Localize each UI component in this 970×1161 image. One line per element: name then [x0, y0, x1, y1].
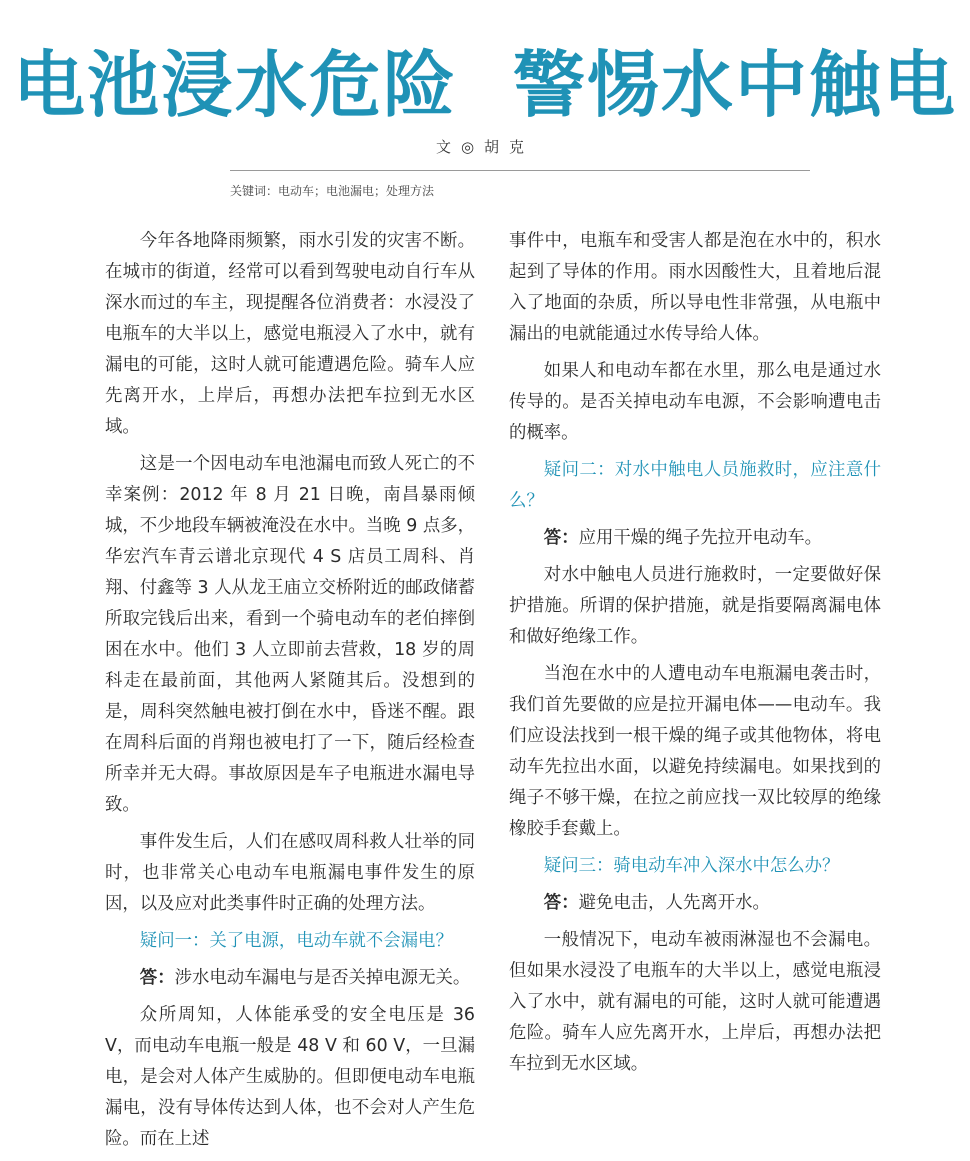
answer-1-label: 答： [139, 968, 175, 988]
question-1-heading: 疑问一：关了电源，电动车就不会漏电？ [139, 931, 453, 951]
byline: 文◎胡克 [435, 138, 535, 156]
paragraph-continuation: 事件中，电瓶车和受害人都是泡在水中的，积水起到了导体的作用。雨水因酸性大，且着地后混入了地面的杂质，所以导电性非常强，从电瓶中漏出的电就能通过水传导给人体。 [509, 231, 881, 344]
answer-2-text: 应用干燥的绳子先拉开电动车。 [578, 528, 823, 548]
answer-2-label: 答： [543, 528, 579, 548]
paragraph-case: 这是一个因电动车电池漏电而致人死亡的不幸案例：2012 年 8 月 21 日晚，南昌暴雨倾城，不少地段车辆被淹没在水中。当晚 9 点多，华宏汽车青云谱北京现代 4 S 店员工周科、肖翔、付鑫等 3 人从龙王庙立交桥附近的邮政储蓄所取完钱后出来，看到一个骑电动车的老伯摔倒困在水中。他们 3 人立即前去营救，18 岁的周科走在最前面，其他两人紧随其后。没想到的是，周科突然触电被打倒在水中，昏迷不醒。跟在周科后面的肖翔也被电打了一下，随后经检查所幸并无大碍。事故原因是车子电瓶进水漏电导致。 [105, 454, 475, 815]
paragraph-aftermath: 事件发生后，人们在感叹周科救人壮举的同时，也非常关心电动车电瓶漏电事件发生的原因，以及应对此类事件时正确的处理方法。 [105, 832, 475, 914]
answer-3-label: 答： [543, 893, 579, 913]
paragraph-intro: 今年各地降雨频繁，雨水引发的灾害不断。在城市的街道，经常可以看到驾驶电动自行车从深水而过的车主，现提醒各位消费者：水浸没了电瓶车的大半以上，感觉电瓶浸入了水中，就有漏电的可能，这时人就可能遭遇危险。骑车人应先离开水，上岸后，再想办法把车拉到无水区域。 [105, 231, 475, 437]
paragraph-q3-body: 一般情况下，电动车被雨淋湿也不会漏电。但如果水浸没了电瓶车的大半以上，感觉电瓶浸入了水中，就有漏电的可能，这时人就可能遭遇危险。骑车人应先离开水，上岸后，再想办法把车拉到无水区域。 [509, 930, 881, 1074]
answer-1 [105, 963, 475, 994]
answer-1-text: 涉水电动车漏电与是否关掉电源无关。 [174, 968, 471, 988]
question-2-heading: 疑问二：对水中触电人员施救时，应注意什么？ [509, 460, 881, 511]
keywords: 关键词：电动车；电池漏电；处理方法 [230, 184, 435, 198]
paragraph-q2-body-2: 当泡在水中的人遭电动车电瓶漏电袭击时，我们首先要做的应是拉开漏电体——电动车。我们应设法找到一根干燥的绳子或其他物体，将电动车先拉出水面，以避免持续漏电。如果找到的绳子不够干燥，在拉之前应找一双比较厚的绝缘橡胶手套戴上。 [509, 664, 881, 839]
divider [230, 170, 810, 171]
answer-3-text: 避免电击，人先离开水。 [578, 893, 770, 913]
paragraph-q1-body: 众所周知，人体能承受的安全电压是 36 V，而电动车电瓶一般是 48 V 和 60 V，一旦漏电，是会对人体产生威胁的。但即便电动车电瓶漏电，没有导体传达到人体，也不会对人产生危险。而在上述 [105, 1005, 475, 1149]
title-part-1: 电池浸水危险 [12, 43, 457, 127]
answer-3 [509, 888, 881, 919]
left-column [105, 226, 475, 1161]
title-part-2: 警惕水中触电 [513, 43, 958, 127]
answer-2 [509, 523, 881, 554]
question-3-heading: 疑问三：骑电动车冲入深水中怎么办？ [543, 856, 840, 876]
right-column [509, 226, 881, 1086]
paragraph-conduction: 如果人和电动车都在水里，那么电是通过水传导的。是否关掉电动车电源，不会影响遭电击的概率。 [509, 361, 881, 443]
paragraph-q2-body-1: 对水中触电人员进行施救时，一定要做好保护措施。所谓的保护措施，就是指要隔离漏电体和做好绝缘工作。 [509, 565, 881, 647]
article-title [0, 40, 970, 130]
